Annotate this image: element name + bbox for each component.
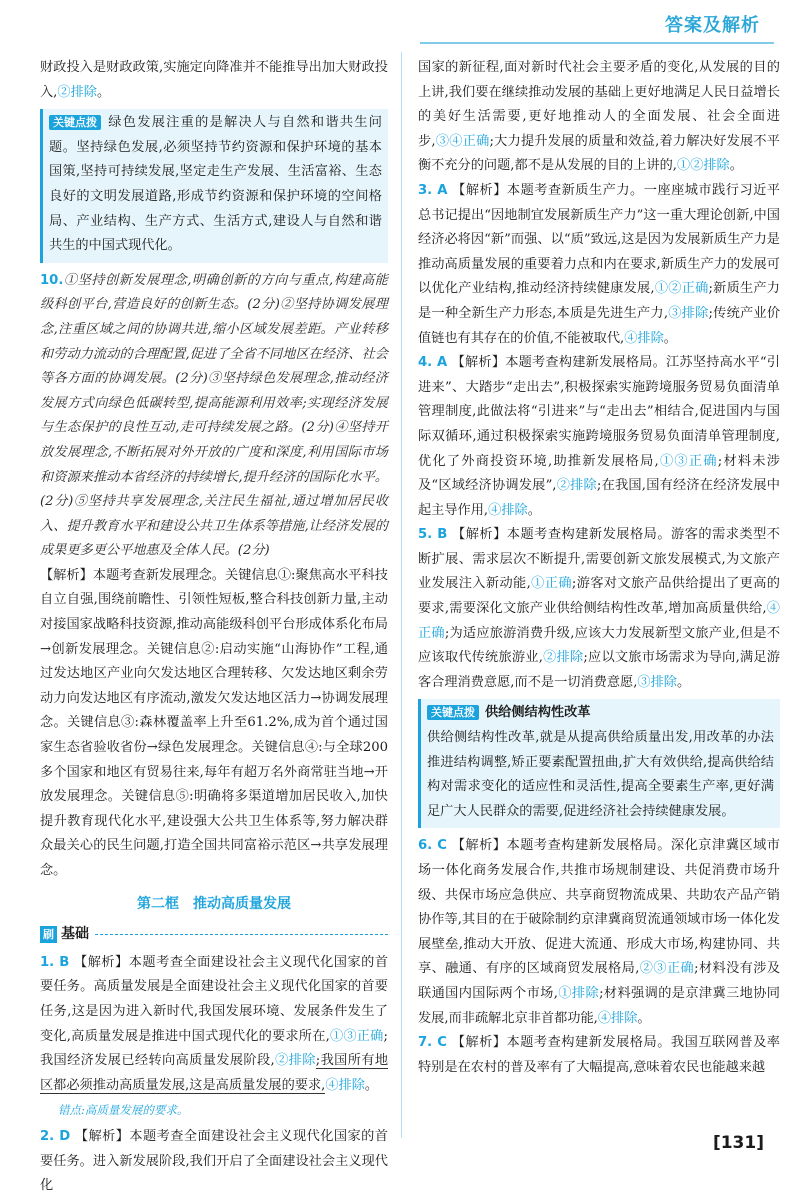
header-rule bbox=[420, 42, 774, 44]
basics-heading bbox=[40, 922, 388, 947]
left-paragraph-1: 财政投入是财政政策,实施定向降准并不能推导出加大财政投入,②排除。 bbox=[40, 60, 388, 100]
key-point-tag: 关键点拨 bbox=[427, 705, 479, 720]
basics-label: 基础 bbox=[61, 926, 89, 943]
left-column bbox=[40, 56, 388, 1199]
question-number: 1. B bbox=[40, 954, 70, 970]
question-3: 3. A 【解析】本题考查新质生产力。一座座城市践行习近平总书记提出“因地制宜发展新质生产力”这一重大理论创新,中国经济必将因“新”而强、以“质”致远,这是因为发展新质生产力是推动高质量发展的重要着力点和内在要求,新质生产力的发展可以优化产业结构,推动经济持续健康发展,①②正确;新质生产力是一种全新生产力形态,本质是先进生产力,③排除;传统产业价值链也有其存在的价值,不能被取代,④排除。 bbox=[418, 182, 781, 346]
question-number: 10. bbox=[40, 272, 64, 288]
section-title: 第二框 推动高质量发展 bbox=[137, 895, 291, 912]
key-point-title: 供给侧结构性改革 bbox=[485, 705, 591, 721]
right-column bbox=[418, 56, 780, 1080]
question-number: 3. A bbox=[418, 182, 448, 198]
question-number: 6. C bbox=[418, 838, 447, 854]
page-number: [131] bbox=[712, 1133, 764, 1154]
key-point-text: 绿色发展注重的是解决人与自然和谐共生问题。坚持绿色发展,必须坚持节约资源和保护环境的基本国策,坚持可持续发展,坚定走生产发展、生活富裕、生态良好的文明发展道路,形成节约资源和保护环境的空间格局、产业结构、生产方式、生活方式,建设人与自然和谐共生的中国式现代化。 bbox=[49, 115, 382, 254]
question-number: 5. B bbox=[418, 527, 448, 543]
basics-badge: 刷 bbox=[40, 926, 57, 943]
question-5: 5. B 【解析】本题考查构建新发展格局。游客的需求类型不断扩展、需求层次不断提升,需要创新文旅发展模式,为文旅产业发展注入新动能,①正确;游客对文旅产品供给提出了更高的要求,需要深化文旅产业供给侧结构性改革,增加高质量供给,④正确;为适应旅游消费升级,应该大力发展新型文旅产业,但是不应该取代传统旅游业,②排除;应以文旅市场需求为导向,满足游客合理消费意愿,而不是一切消费意愿,③排除。 bbox=[418, 527, 780, 690]
key-point-text: 供给侧结构性改革,就是从提高供给质量出发,用改革的办法推进结构调整,矫正要素配置扭曲,扩大有效供给,提高供给结构对需求变化的适应性和灵活性,提高全要素生产率,更好满足广大人民群众的需要,促进经济社会持续健康发展。 bbox=[427, 730, 774, 819]
error-note: 错点:高质量发展的要求。 bbox=[58, 1103, 189, 1118]
key-point-box bbox=[418, 699, 780, 828]
question-10-answer: 10.①坚持创新发展理念,明确创新的方向与重点,构建高能级科创平台,营造良好的创新生态。(2分)②坚持协调发展理念,注重区域之间的协调共进,缩小区域发展差距。产业转移和劳动力流动的合理配置,促进了全省不同地区在经济、社会等各方面的协调发展。(2分)③坚持绿色发展理念,推动经济发展方式向绿色低碳转型,提高能源利用效率;实现经济发展与生态保护的良性互动,走可持续发展之路。(2分)④坚持开放发展理念,不断拓展对外开放的广度和深度,利用国际市场和资源来推动本省经济的持续增长,提升经济的国际化水平。(2分)⑤坚持共享发展理念,关注民生福祉,通过增加居民收入、提升教育水平和建设公共卫生体系等措施,让经济发展的成果更多更公平地惠及全体人民。(2分) bbox=[40, 272, 388, 559]
header-title: 答案及解析 bbox=[665, 15, 760, 36]
question-2-continued: 国家的新征程,面对新时代社会主要矛盾的变化,从发展的目的上讲,我们要在继续推动发展的基础上更好地满足人民日益增长的美好生活需要,更好地推动人的全面发展、社会全面进步,③④正确;大力提升发展的质量和效益,着力解决好发展不平衡不充分的问题,都不是从发展的目的上讲的,①②排除。 bbox=[418, 60, 780, 174]
key-point-tag: 关键点拨 bbox=[49, 115, 101, 130]
question-2: 2. D 【解析】本题考查全面建设社会主义现代化国家的首要任务。进入新发展阶段,我们开启了全面建设社会主义现代化 bbox=[40, 1128, 388, 1194]
question-number: 7. C bbox=[418, 1035, 447, 1051]
column-divider bbox=[401, 52, 402, 1138]
question-4: 4. A 【解析】本题考查构建新发展格局。江苏坚持高水平“引进来”、大踏步“走出去”,积极探索实施跨境服务贸易负面清单管理制度,此做法将“引进来”与“走出去”相结合,促进国内与国际双循环,通过积极探索实施跨境服务贸易负面清单管理制度,优化了外商投资环境,助推新发展格局,①③正确;材料未涉及“区域经济协调发展”,②排除;在我国,国有经济在经济发展中起主导作用,④排除。 bbox=[418, 355, 780, 518]
question-1: 1. B 【解析】本题考查全面建设社会主义现代化国家的首要任务。高质量发展是全面建设社会主义现代化国家的首要任务,这是因为进入新时代,我国发展环境、发展条件发生了变化,高质量发展是推进中国式现代化的要求所在,①③正确;我国经济发展已经转向高质量发展阶段,②排除;我国所有地区都必须推动高质量发展,这是高质量发展的要求,④排除。 bbox=[40, 954, 389, 1093]
question-number: 2. D bbox=[40, 1128, 71, 1144]
question-6: 6. C 【解析】本题考查构建新发展格局。深化京津冀区域市场一体化商务发展合作,共推市场规制建设、共促消费市场升级、共保市场应急供应、共享商贸物流成果、共助农产品产销协作等,其目的在于破除制约京津冀商贸流通领域市场一体化发展壁垒,推动大开放、促进大流通、形成大市场,构建协同、共享、融通、有序的区域商贸发展格局,②③正确;材料没有涉及联通国内国际两个市场,①排除;材料强调的是京津冀三地协同发展,而非疏解北京非首都功能,④排除。 bbox=[418, 838, 781, 1026]
key-point-box bbox=[40, 109, 388, 263]
question-10-analysis: 【解析】本题考查新发展理念。关键信息①:聚焦高水平科技自立自强,围绕前瞻性、引领性短板,整合科技创新力量,主动对接国家战略科技资源,推动高能级科创平台形成体系化布局→创新发展理念。关键信息②:启动实施“山海协作”工程,通过发达地区产业向欠发达地区合理转移、欠发达地区剩余劳动力向发达地区有序流动,激发欠发达地区活力→协调发展理念。关键信息③:森林覆盖率上升至61.2%,成为首个通过国家生态省验收省份→绿色发展理念。关键信息④:与全球200多个国家和地区有贸易往来,每年有超万名外商常驻当地→开放发展理念。关键信息⑤:明确将多渠道增加居民收入,加快提升教育现代化水平,建设强大公共卫生体系等,努力解决群众最关心的民生问题,打造全国共同富裕示范区→共享发展理念。 bbox=[40, 567, 388, 878]
question-number: 4. A bbox=[418, 355, 448, 371]
question-7: 7. C 【解析】本题考查构建新发展格局。我国互联网普及率特别是在农村的普及率有了大幅提高,意味着农民也能越来越 bbox=[418, 1035, 780, 1075]
